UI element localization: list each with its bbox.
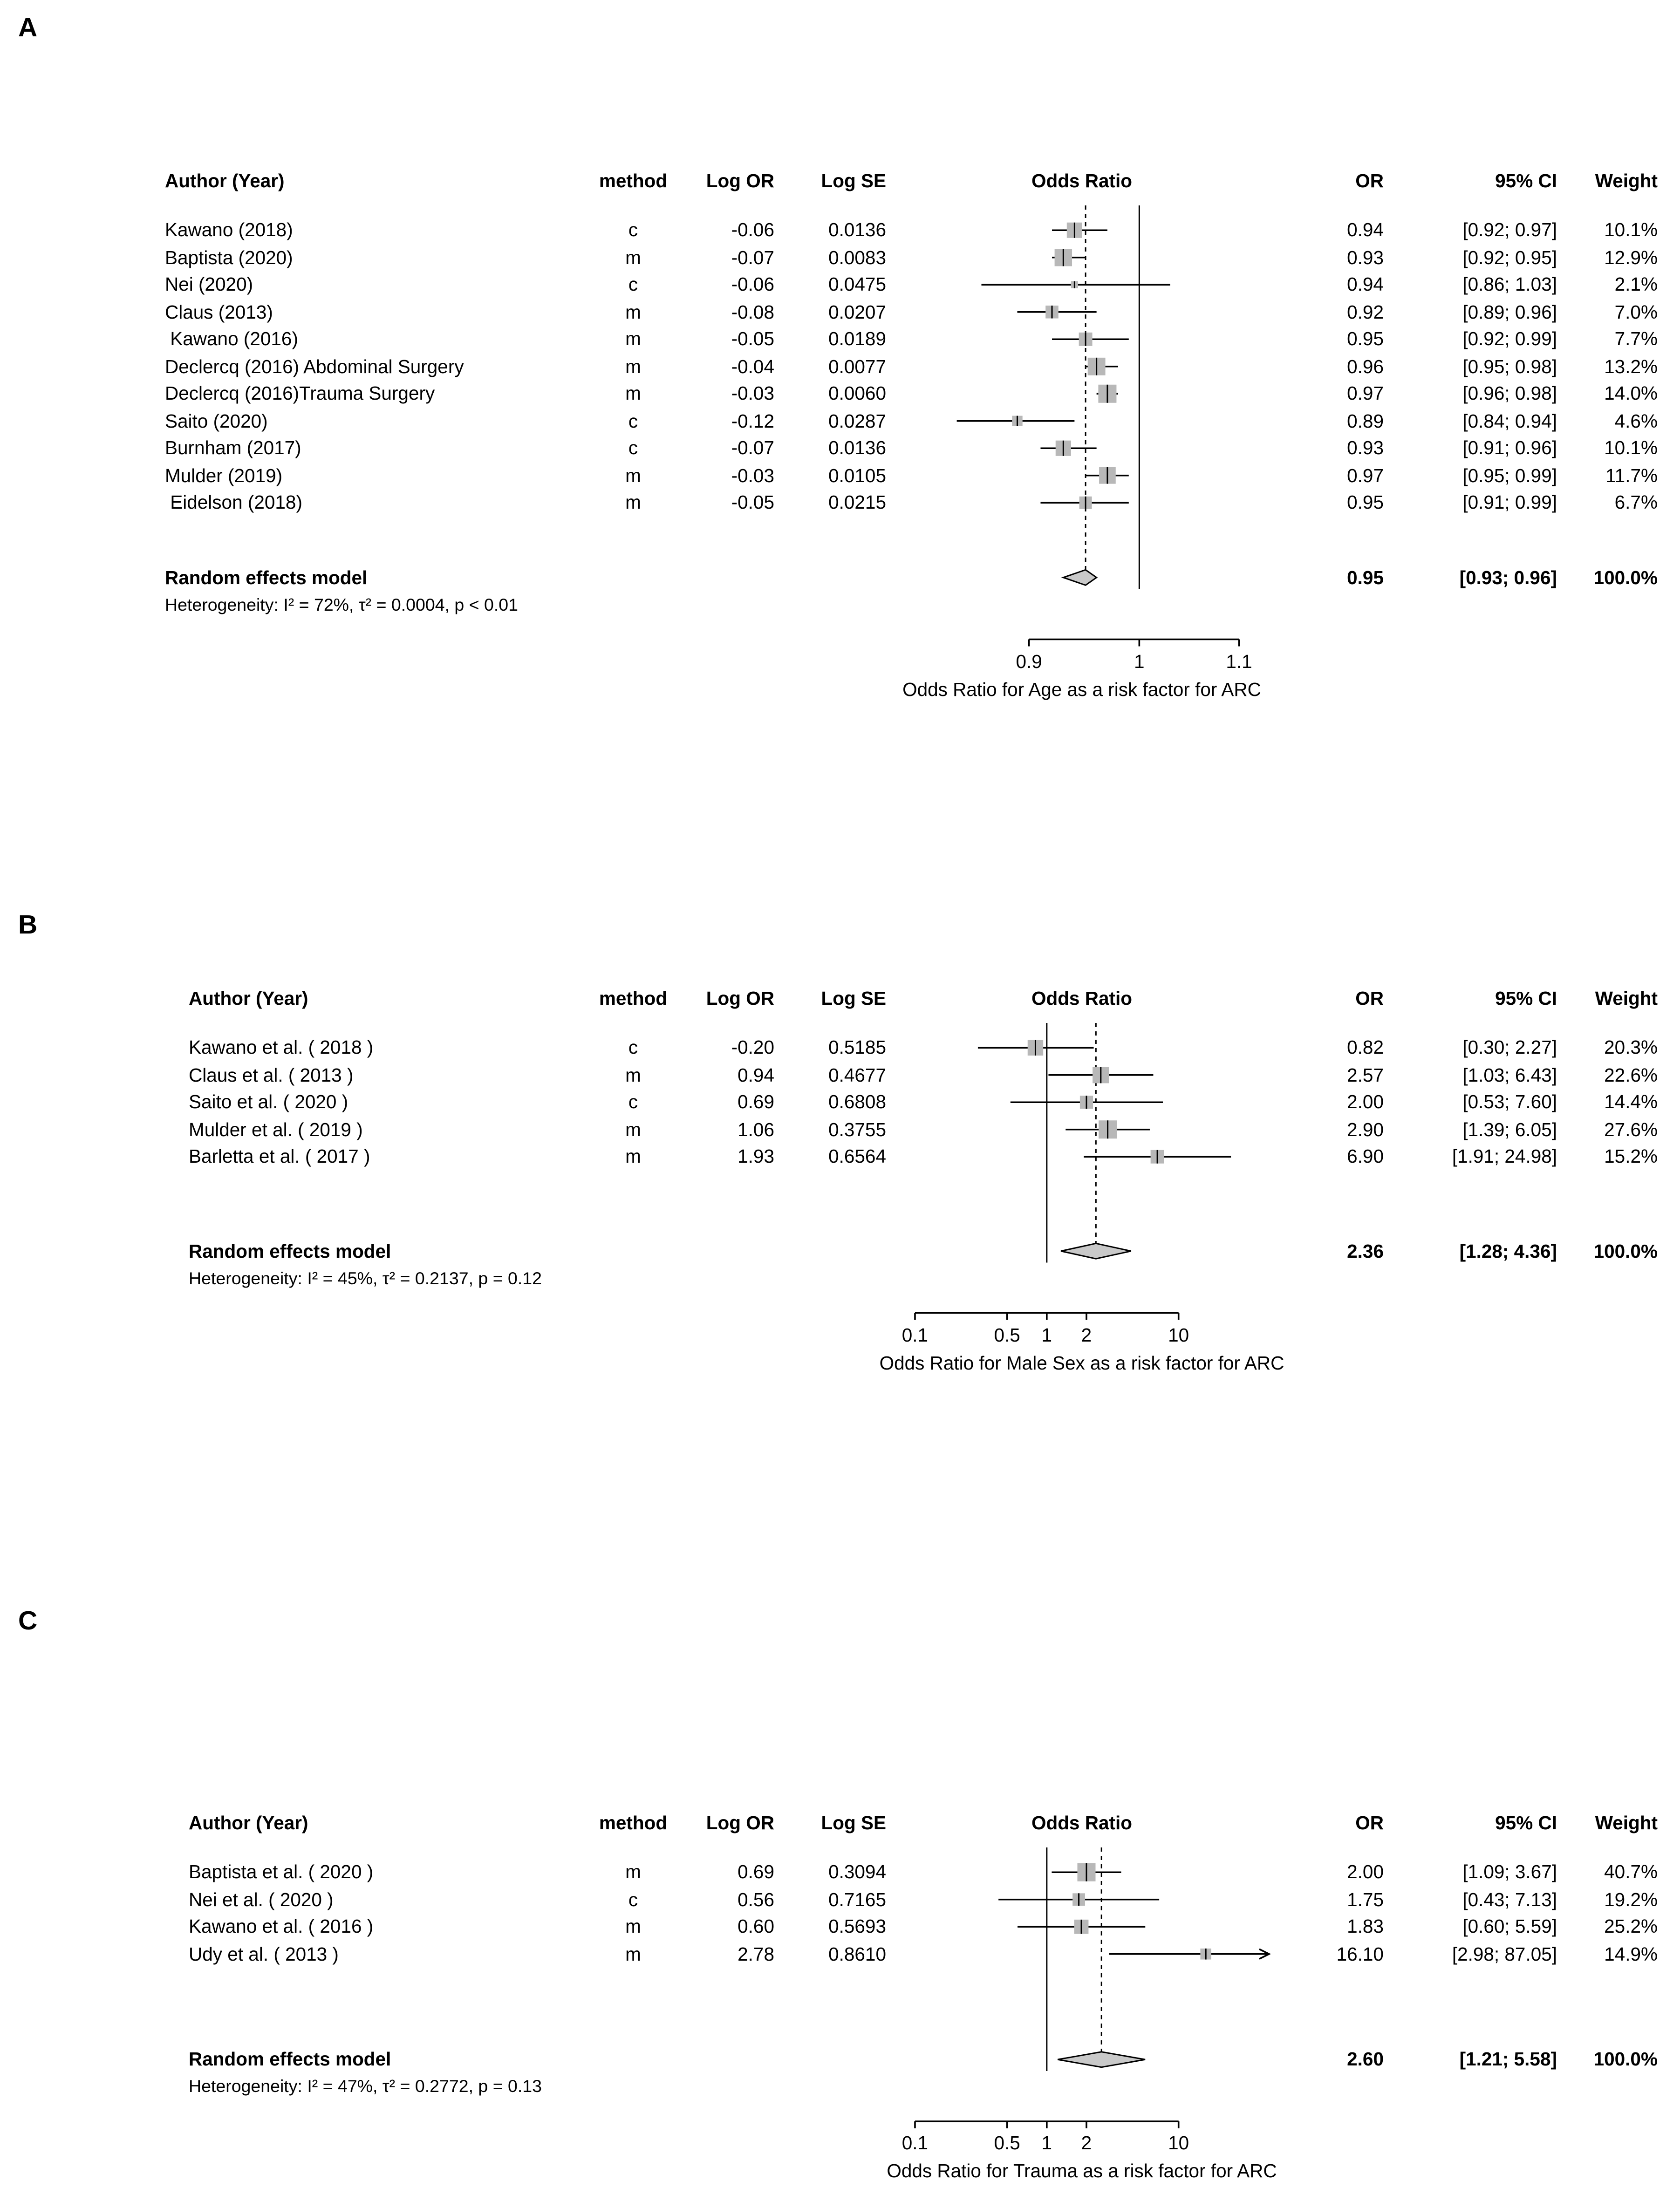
log_se-cell: 0.4677: [828, 1064, 886, 1085]
summary-weight: 100.0%: [1593, 1240, 1658, 1261]
summary-or: 2.60: [1347, 2049, 1384, 2070]
log_or-cell: 0.69: [738, 1861, 774, 1882]
col-header-method: method: [599, 988, 668, 1009]
col-header-weight: Weight: [1595, 1813, 1658, 1833]
ci-cell: [0.95; 0.98]: [1462, 355, 1557, 377]
ci-cell: [0.92; 0.99]: [1462, 328, 1557, 349]
method-cell: c: [628, 274, 638, 295]
weight-cell: 6.7%: [1614, 492, 1658, 513]
author-cell: Mulder (2019): [165, 464, 283, 486]
x-axis-tick-label: 0.1: [901, 1324, 929, 1345]
x-axis-tick-label: 2: [1081, 2133, 1092, 2153]
method-cell: m: [625, 1146, 641, 1167]
author-cell: Kawano et al. ( 2018 ): [189, 1037, 374, 1058]
summary-ci: [0.93; 0.96]: [1459, 566, 1557, 588]
forest-plot-trauma: [0, 1810, 1680, 2208]
summary-diamond: [1063, 570, 1096, 585]
study-marker: [978, 1040, 1094, 1056]
ci-cell: [1.09; 3.67]: [1462, 1861, 1557, 1882]
method-cell: c: [628, 410, 638, 431]
col-header-log_se: Log SE: [821, 170, 886, 191]
log_or-cell: -0.04: [731, 355, 774, 377]
x-axis-tick-label: 0.5: [994, 1324, 1020, 1345]
col-header-plot: Odds Ratio: [1031, 1813, 1132, 1833]
ci-cell: [0.96; 0.98]: [1462, 383, 1557, 404]
col-header-log_or: Log OR: [706, 1813, 774, 1833]
col-header-author: Author (Year): [165, 170, 285, 191]
ci-cell: [0.60; 5.59]: [1462, 1916, 1557, 1937]
weight-cell: 10.1%: [1604, 437, 1658, 458]
x-axis-tick-label: 0.9: [1016, 650, 1042, 672]
study-marker: [1040, 441, 1096, 456]
or-cell: 2.00: [1347, 1091, 1384, 1112]
study-marker: [1052, 223, 1107, 238]
method-cell: c: [628, 1037, 638, 1058]
study-marker: [1052, 1863, 1121, 1881]
weight-cell: 22.6%: [1604, 1064, 1658, 1085]
col-header-plot: Odds Ratio: [1031, 988, 1132, 1009]
author-cell: Saito et al. ( 2020 ): [189, 1091, 348, 1112]
or-cell: 0.95: [1347, 492, 1384, 513]
log_or-cell: -0.03: [731, 464, 774, 486]
method-cell: c: [628, 1888, 638, 1910]
log_se-cell: 0.0083: [828, 246, 886, 268]
col-header-method: method: [599, 170, 668, 191]
log_se-cell: 0.7165: [828, 1888, 886, 1910]
log_se-cell: 0.0189: [828, 328, 886, 349]
or-cell: 1.83: [1347, 1916, 1384, 1937]
x-axis-tick-label: 1.1: [1226, 650, 1252, 672]
weight-cell: 7.7%: [1614, 328, 1658, 349]
ci-cell: [0.84; 0.94]: [1462, 410, 1557, 431]
author-cell: Saito (2020): [165, 410, 268, 431]
x-axis-title: Odds Ratio for Trauma as a risk factor for ARC: [887, 2160, 1277, 2181]
x-axis-tick-label: 1: [1041, 2133, 1052, 2153]
method-cell: c: [628, 437, 638, 458]
or-cell: 0.97: [1347, 464, 1384, 486]
weight-cell: 14.0%: [1604, 383, 1658, 404]
or-cell: 0.82: [1347, 1037, 1384, 1058]
author-cell: Burnham (2017): [165, 437, 301, 458]
ci-cell: [2.98; 87.05]: [1452, 1943, 1557, 1964]
x-axis-title: Odds Ratio for Male Sex as a risk factor for ARC: [879, 1352, 1284, 1373]
summary-ci: [1.28; 4.36]: [1459, 1240, 1557, 1261]
log_or-cell: -0.03: [731, 383, 774, 404]
study-marker: [1109, 1949, 1269, 1960]
col-header-ci: 95% CI: [1495, 1813, 1557, 1833]
col-header-or: OR: [1355, 988, 1384, 1009]
weight-cell: 7.0%: [1614, 301, 1658, 322]
weight-cell: 10.1%: [1604, 219, 1658, 240]
ci-cell: [0.92; 0.97]: [1462, 219, 1557, 240]
col-header-log_se: Log SE: [821, 988, 886, 1009]
study-marker: [981, 281, 1170, 288]
x-axis-tick-label: 1: [1041, 1324, 1052, 1345]
author-cell: Baptista et al. ( 2020 ): [189, 1861, 374, 1882]
log_se-cell: 0.3755: [828, 1118, 886, 1140]
or-cell: 0.96: [1347, 355, 1384, 377]
summary-diamond: [1058, 2052, 1145, 2067]
study-marker: [1052, 333, 1129, 346]
study-marker: [1065, 1120, 1150, 1138]
method-cell: m: [625, 1861, 641, 1882]
study-marker: [1052, 249, 1086, 266]
method-cell: m: [625, 328, 641, 349]
forest-plot-age: [0, 168, 1680, 727]
ci-cell: [0.89; 0.96]: [1462, 301, 1557, 322]
log_se-cell: 0.0287: [828, 410, 886, 431]
author-cell: Kawano (2016): [165, 328, 298, 349]
study-marker: [1086, 467, 1129, 484]
or-cell: 0.94: [1347, 219, 1384, 240]
log_se-cell: 0.6808: [828, 1091, 886, 1112]
arrow-right-icon: [1259, 1949, 1269, 1959]
panel-c-label: C: [18, 1607, 38, 1636]
method-cell: m: [625, 1916, 641, 1937]
method-cell: c: [628, 219, 638, 240]
or-cell: 2.57: [1347, 1064, 1384, 1085]
method-cell: m: [625, 464, 641, 486]
ci-cell: [0.43; 7.13]: [1462, 1888, 1557, 1910]
x-axis-tick-label: 10: [1168, 2133, 1189, 2153]
col-header-plot: Odds Ratio: [1031, 170, 1132, 191]
weight-cell: 27.6%: [1604, 1118, 1658, 1140]
ci-cell: [1.91; 24.98]: [1452, 1146, 1557, 1167]
log_or-cell: -0.07: [731, 246, 774, 268]
method-cell: m: [625, 355, 641, 377]
log_se-cell: 0.5185: [828, 1037, 886, 1058]
method-cell: m: [625, 1064, 641, 1085]
author-cell: Nei et al. ( 2020 ): [189, 1888, 334, 1910]
col-header-ci: 95% CI: [1495, 170, 1557, 191]
author-cell: Udy et al. ( 2013 ): [189, 1943, 339, 1964]
study-marker: [1018, 1920, 1145, 1934]
ci-cell: [0.91; 0.99]: [1462, 492, 1557, 513]
col-header-or: OR: [1355, 1813, 1384, 1833]
log_se-cell: 0.8610: [828, 1943, 886, 1964]
log_or-cell: -0.06: [731, 274, 774, 295]
log_se-cell: 0.0475: [828, 274, 886, 295]
log_or-cell: -0.20: [731, 1037, 774, 1058]
weight-cell: 11.7%: [1605, 464, 1658, 486]
x-axis-title: Odds Ratio for Age as a risk factor for ARC: [902, 678, 1261, 700]
weight-cell: 15.2%: [1604, 1146, 1658, 1167]
log_or-cell: -0.08: [731, 301, 774, 322]
study-marker: [1048, 1067, 1153, 1083]
summary-weight: 100.0%: [1593, 2049, 1658, 2070]
or-cell: 1.75: [1347, 1888, 1384, 1910]
study-marker: [1097, 385, 1118, 403]
weight-cell: 40.7%: [1604, 1861, 1658, 1882]
weight-cell: 2.1%: [1614, 274, 1658, 295]
col-header-author: Author (Year): [189, 1813, 308, 1833]
log_or-cell: 1.93: [738, 1146, 774, 1167]
study-marker: [1084, 1150, 1231, 1164]
log_or-cell: -0.07: [731, 437, 774, 458]
or-cell: 0.94: [1347, 274, 1384, 295]
weight-cell: 12.9%: [1604, 246, 1658, 268]
weight-cell: 14.4%: [1604, 1091, 1658, 1112]
summary-label: Random effects model: [165, 566, 368, 588]
x-axis-tick-label: 0.1: [901, 2133, 929, 2153]
panel-a-label: A: [18, 14, 38, 43]
ci-cell: [0.86; 1.03]: [1462, 274, 1557, 295]
method-cell: m: [625, 1118, 641, 1140]
study-marker: [1018, 306, 1097, 319]
col-header-weight: Weight: [1595, 170, 1658, 191]
log_or-cell: 1.06: [738, 1118, 774, 1140]
study-marker: [957, 416, 1075, 426]
log_or-cell: 0.56: [738, 1888, 774, 1910]
x-axis-tick-label: 10: [1168, 1324, 1189, 1345]
panel-b-label: B: [18, 911, 38, 940]
ci-cell: [1.03; 6.43]: [1462, 1064, 1557, 1085]
log_or-cell: 2.78: [738, 1943, 774, 1964]
log_se-cell: 0.0136: [828, 219, 886, 240]
ci-cell: [0.92; 0.95]: [1462, 246, 1557, 268]
author-cell: Baptista (2020): [165, 246, 293, 268]
summary-label: Random effects model: [189, 2049, 391, 2070]
col-header-log_or: Log OR: [706, 988, 774, 1009]
author-cell: Claus (2013): [165, 301, 273, 322]
ci-cell: [0.30; 2.27]: [1462, 1037, 1557, 1058]
study-marker: [998, 1893, 1159, 1906]
x-axis-tick-label: 1: [1134, 650, 1145, 672]
col-header-method: method: [599, 1813, 668, 1833]
weight-cell: 14.9%: [1604, 1943, 1658, 1964]
study-marker: [1040, 497, 1128, 509]
summary-or: 0.95: [1347, 566, 1384, 588]
author-cell: Barletta et al. ( 2017 ): [189, 1146, 370, 1167]
author-cell: Nei (2020): [165, 274, 253, 295]
x-axis-tick-label: 2: [1081, 1324, 1092, 1345]
author-cell: Declercq (2016)Trauma Surgery: [165, 383, 435, 404]
or-cell: 2.00: [1347, 1861, 1384, 1882]
weight-cell: 4.6%: [1614, 410, 1658, 431]
method-cell: m: [625, 301, 641, 322]
heterogeneity-text: Heterogeneity: I² = 72%, τ² = 0.0004, p < 0.01: [165, 594, 519, 614]
log_or-cell: 0.60: [738, 1916, 774, 1937]
log_se-cell: 0.0207: [828, 301, 886, 322]
ci-cell: [0.91; 0.96]: [1462, 437, 1557, 458]
method-cell: m: [625, 1943, 641, 1964]
col-header-log_se: Log SE: [821, 1813, 886, 1833]
col-header-ci: 95% CI: [1495, 988, 1557, 1009]
heterogeneity-text: Heterogeneity: I² = 47%, τ² = 0.2772, p = 0.13: [189, 2077, 542, 2096]
author-cell: Kawano et al. ( 2016 ): [189, 1916, 374, 1937]
method-cell: m: [625, 383, 641, 404]
author-cell: Claus et al. ( 2013 ): [189, 1064, 354, 1085]
log_se-cell: 0.0136: [828, 437, 886, 458]
weight-cell: 20.3%: [1604, 1037, 1658, 1058]
log_se-cell: 0.5693: [828, 1916, 886, 1937]
or-cell: 2.90: [1347, 1118, 1384, 1140]
log_se-cell: 0.3094: [828, 1861, 886, 1882]
summary-ci: [1.21; 5.58]: [1459, 2049, 1557, 2070]
or-cell: 0.95: [1347, 328, 1384, 349]
log_se-cell: 0.0077: [828, 355, 886, 377]
log_se-cell: 0.6564: [828, 1146, 886, 1167]
or-cell: 0.92: [1347, 301, 1384, 322]
or-cell: 0.97: [1347, 383, 1384, 404]
x-axis-tick-label: 0.5: [994, 2133, 1020, 2153]
log_or-cell: 0.94: [738, 1064, 774, 1085]
method-cell: c: [628, 1091, 638, 1112]
author-cell: Kawano (2018): [165, 219, 293, 240]
or-cell: 0.93: [1347, 246, 1384, 268]
ci-cell: [1.39; 6.05]: [1462, 1118, 1557, 1140]
log_or-cell: -0.05: [731, 492, 774, 513]
log_or-cell: -0.06: [731, 219, 774, 240]
author-cell: Declercq (2016) Abdominal Surgery: [165, 355, 464, 377]
col-header-log_or: Log OR: [706, 170, 774, 191]
weight-cell: 19.2%: [1604, 1888, 1658, 1910]
or-cell: 6.90: [1347, 1146, 1384, 1167]
log_se-cell: 0.0105: [828, 464, 886, 486]
ci-cell: [0.53; 7.60]: [1462, 1091, 1557, 1112]
weight-cell: 25.2%: [1604, 1916, 1658, 1937]
col-header-weight: Weight: [1595, 988, 1658, 1009]
summary-or: 2.36: [1347, 1240, 1384, 1261]
col-header-or: OR: [1355, 170, 1384, 191]
log_or-cell: -0.05: [731, 328, 774, 349]
summary-diamond: [1061, 1243, 1131, 1259]
study-marker: [1011, 1096, 1163, 1109]
forest-plot-male-sex: [0, 985, 1680, 1404]
log_or-cell: 0.69: [738, 1091, 774, 1112]
study-marker: [1086, 358, 1118, 375]
method-cell: m: [625, 492, 641, 513]
method-cell: m: [625, 246, 641, 268]
col-header-author: Author (Year): [189, 988, 308, 1009]
weight-cell: 13.2%: [1604, 355, 1658, 377]
summary-weight: 100.0%: [1593, 566, 1658, 588]
log_or-cell: -0.12: [731, 410, 774, 431]
or-cell: 16.10: [1336, 1943, 1384, 1964]
or-cell: 0.93: [1347, 437, 1384, 458]
heterogeneity-text: Heterogeneity: I² = 45%, τ² = 0.2137, p = 0.12: [189, 1268, 542, 1288]
log_se-cell: 0.0060: [828, 383, 886, 404]
author-cell: Eidelson (2018): [165, 492, 302, 513]
summary-label: Random effects model: [189, 1240, 391, 1261]
log_se-cell: 0.0215: [828, 492, 886, 513]
ci-cell: [0.95; 0.99]: [1462, 464, 1557, 486]
or-cell: 0.89: [1347, 410, 1384, 431]
author-cell: Mulder et al. ( 2019 ): [189, 1118, 363, 1140]
